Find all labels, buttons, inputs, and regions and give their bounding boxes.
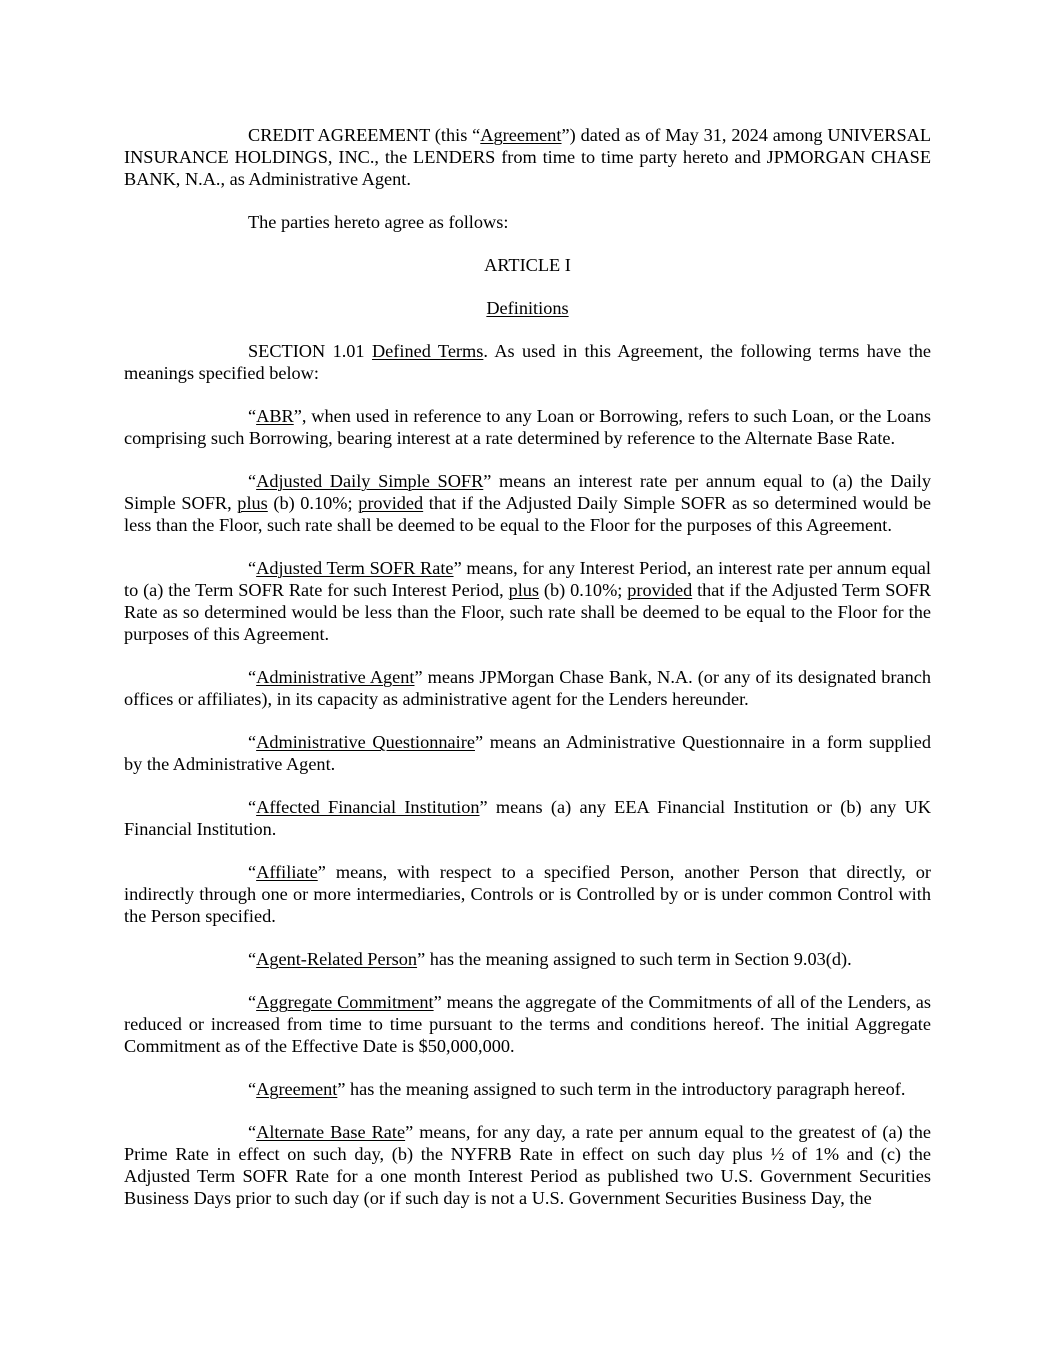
intro-text-rest: ”) dated as of May 31, 2024 among UNIVERSAL INSURANCE HOLDINGS, INC., the LENDERS from time to time party hereto and JPMORGAN CHASE BANK, N.A., as Administrative Agent.: [124, 125, 931, 189]
emphasis-provided: provided: [627, 580, 693, 600]
definition-text: ” means the aggregate of the Commitments of all of the Lenders, as reduced or increased from time to time pursuant to the terms and conditions hereof. The initial Aggregate Commitment as of the Effective Date is $50,000,000.: [124, 992, 931, 1056]
defined-term: Agent-Related Person: [256, 949, 418, 969]
defined-term: Adjusted Term SOFR Rate: [256, 558, 454, 578]
defined-term: ABR: [256, 406, 294, 426]
defined-term-agreement: Agreement: [480, 125, 562, 145]
quote-mark: “: [248, 471, 257, 491]
defined-term: Affected Financial Institution: [256, 797, 480, 817]
definition-text: ” means an Administrative Questionnaire in a form supplied by the Administrative Agent.: [124, 732, 931, 774]
defined-term: Affiliate: [256, 862, 318, 882]
section-text: . As used in this Agreement, the following terms have the meanings specified below:: [124, 341, 931, 383]
intro-paragraph: [124, 124, 931, 190]
defined-term: Adjusted Daily Simple SOFR: [256, 471, 484, 491]
intro-text: CREDIT AGREEMENT (this “: [248, 125, 481, 145]
definition-text: ” means an interest rate per annum equal to (a) the Daily Simple SOFR,: [124, 471, 931, 513]
document-page: [124, 124, 931, 1209]
definition-text: that if the Adjusted Daily Simple SOFR as so determined would be less than the Floor, such rate shall be deemed to be equal to the Floor for the purposes of this Agreement.: [124, 493, 932, 535]
defined-term: Alternate Base Rate: [256, 1122, 406, 1142]
definition-agreement: [124, 1078, 931, 1100]
emphasis-provided: provided: [358, 493, 424, 513]
quote-mark: “: [248, 992, 257, 1012]
definition-text: ” means JPMorgan Chase Bank, N.A. (or any of its designated branch offices or affiliates), in its capacity as administrative agent for the Lenders hereunder.: [124, 667, 931, 709]
definition-text: that if the Adjusted Term SOFR Rate as so determined would be less than the Floor, such rate shall be deemed to be equal to the Floor for the purposes of this Agreement.: [124, 580, 931, 644]
definition-text: ” has the meaning assigned to such term in the introductory paragraph hereof.: [337, 1079, 906, 1099]
definition-adjusted-daily-simple-sofr: [124, 470, 931, 536]
emphasis-plus: plus: [237, 493, 268, 513]
definition-abr: [124, 405, 931, 449]
emphasis-plus: plus: [508, 580, 540, 600]
agree-text: The parties hereto agree as follows:: [248, 212, 509, 232]
defined-term: Administrative Questionnaire: [256, 732, 475, 752]
definition-text: ” means, for any Interest Period, an interest rate per annum equal to (a) the Term SOFR Rate for such Interest Period,: [124, 558, 932, 600]
definition-text: (b) 0.10%;: [539, 580, 628, 600]
section-paragraph: [124, 340, 931, 384]
definition-text: (b) 0.10%;: [267, 493, 359, 513]
article-subheading: [124, 297, 931, 319]
quote-mark: “: [248, 406, 257, 426]
quote-mark: “: [248, 558, 257, 578]
defined-term: Agreement: [256, 1079, 338, 1099]
definition-administrative-agent: [124, 666, 931, 710]
definition-agent-related-person: [124, 948, 931, 970]
quote-mark: “: [248, 667, 257, 687]
definition-text: ” means, for any day, a rate per annum equal to the greatest of (a) the Prime Rate in effect on such day, (b) the NYFRB Rate in effect on such day plus ½ of 1% and (c) the Adjusted Term SOFR Rate for a one month Interest Period as published two U.S. Government Securities Business Days prior to such day (or if such day is not a U.S. Government Securities Business Day, the: [124, 1122, 931, 1208]
quote-mark: “: [248, 1122, 257, 1142]
definition-text: ” means, with respect to a specified Person, another Person that directly, or indirectly through one or more intermediaries, Controls or is Controlled by or is under common Control with the Person specified.: [124, 862, 931, 926]
definition-administrative-questionnaire: [124, 731, 931, 775]
section-title: Defined Terms: [371, 341, 484, 361]
definition-affected-financial-institution: [124, 796, 931, 840]
defined-term: Aggregate Commitment: [256, 992, 434, 1012]
defined-term: Administrative Agent: [256, 667, 415, 687]
definition-aggregate-commitment: [124, 991, 931, 1057]
quote-mark: “: [248, 1079, 257, 1099]
quote-mark: “: [248, 949, 257, 969]
article-subheading-text: Definitions: [486, 298, 569, 318]
definition-text: ”, when used in reference to any Loan or Borrowing, refers to such Loan, or the Loans comprising such Borrowing, bearing interest at a rate determined by reference to the Alternate Base Rate.: [124, 406, 931, 448]
section-number: SECTION 1.01: [248, 341, 372, 361]
definition-affiliate: [124, 861, 931, 927]
intro-agree-paragraph: [124, 211, 931, 233]
definition-text: ” means (a) any EEA Financial Institution or (b) any UK Financial Institution.: [124, 797, 931, 839]
definition-text: ” has the meaning assigned to such term in Section 9.03(d).: [417, 949, 852, 969]
quote-mark: “: [248, 732, 257, 752]
definition-adjusted-term-sofr-rate: [124, 557, 931, 645]
quote-mark: “: [248, 862, 257, 882]
quote-mark: “: [248, 797, 257, 817]
article-heading-text: ARTICLE I: [484, 255, 571, 275]
article-heading: [124, 254, 931, 276]
definition-alternate-base-rate: [124, 1121, 931, 1209]
